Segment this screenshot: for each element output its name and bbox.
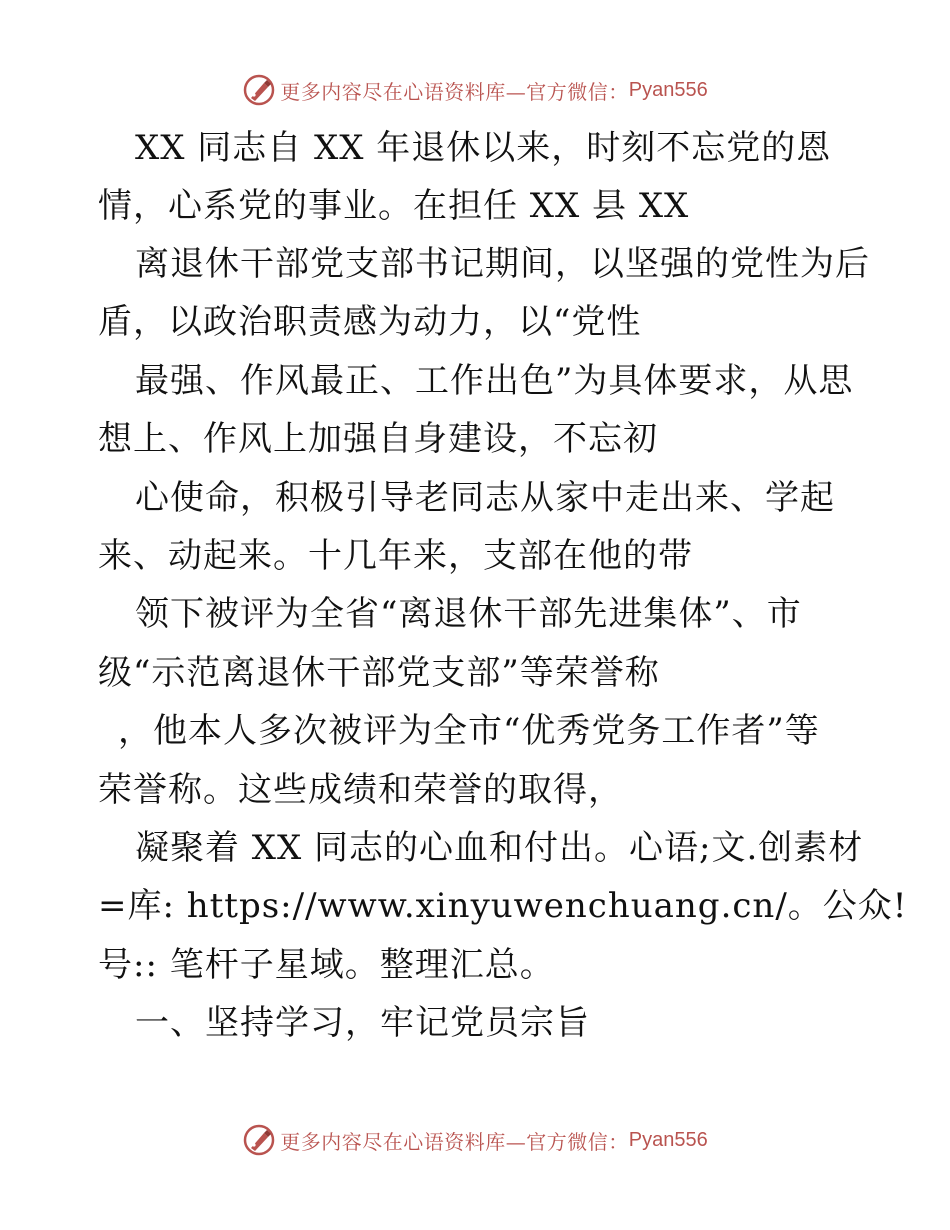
body-line: 想上、作风上加强自身建设，不忘初 <box>98 419 658 459</box>
body-line: 心使命，积极引导老同志从家中走出来、学起 <box>135 478 835 518</box>
header-banner <box>0 70 950 110</box>
footer-banner-text: 更多内容尽在心语资料库—官方微信： <box>280 1129 629 1154</box>
footer-banner-wechat-id: Pyan556 <box>628 1128 708 1151</box>
footer-banner <box>0 1120 950 1160</box>
body-line: 级“示范离退休干部党支部”等荣誉称 <box>98 653 660 693</box>
header-banner-wechat-id: Pyan556 <box>628 78 708 101</box>
pen-logo-icon <box>242 1123 276 1157</box>
body-line: =库: https://www.xinyuwenchuang.cn/。公众! <box>98 886 908 926</box>
body-line: 最强、作风最正、工作出色”为具体要求，从思 <box>135 361 854 401</box>
body-line: XX 同志自 XX 年退休以来，时刻不忘党的恩 <box>135 128 832 168</box>
body-line: 情，心系党的事业。在担任 XX 县 XX <box>98 186 690 226</box>
body-line: 凝聚着 XX 同志的心血和付出。心语;文.创素材 <box>135 828 864 868</box>
section-heading: 一、坚持学习，牢记党员宗旨 <box>135 1003 590 1043</box>
body-line: 号:: 笔杆子星域。整理汇总。 <box>98 945 555 985</box>
body-line: 离退休干部党支部书记期间，以坚强的党性为后 <box>135 244 870 284</box>
pen-logo-icon <box>242 73 276 107</box>
body-line: 盾，以政治职责感为动力，以“党性 <box>98 302 642 342</box>
body-line: 荣誉称。这些成绩和荣誉的取得， <box>98 770 623 810</box>
header-banner-text: 更多内容尽在心语资料库—官方微信： <box>280 79 629 104</box>
body-line: ，他本人多次被评为全市“优秀党务工作者”等 <box>118 711 820 751</box>
body-line: 来、动起来。十几年来，支部在他的带 <box>98 536 693 576</box>
body-line: 领下被评为全省“离退休干部先进集体”、市 <box>135 594 802 634</box>
